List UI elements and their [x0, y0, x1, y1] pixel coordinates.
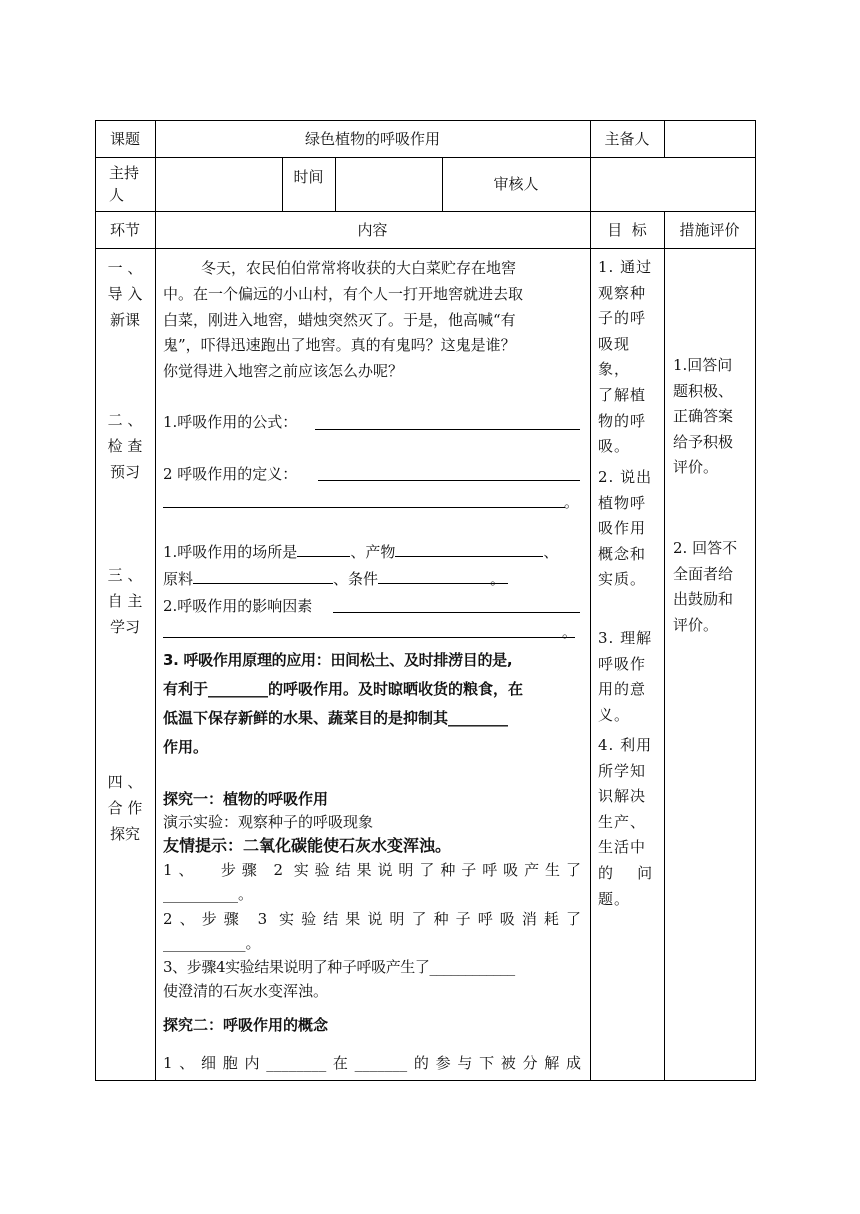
explore-item-2: 2、步骤 3 实验结果说明了种子呼吸消耗了 ___________。	[163, 910, 581, 952]
col-content-header: 内容	[357, 220, 388, 239]
time-value	[335, 157, 442, 211]
stage-4: 四 、 合 作 探究	[107, 773, 143, 843]
material-blank	[193, 567, 333, 584]
explore-item-1: 1、 步骤 2 实验结果说明了种子呼吸产生了 __________。	[163, 861, 581, 903]
demo-experiment: 演示实验：观察种子的呼吸现象	[163, 813, 374, 831]
col-eval-header: 措施评价	[679, 220, 740, 239]
application-paragraph: 3. 呼吸作用原理的应用：田间松土、及时排涝目的是, 有利于________的呼吸作用。及时晾晒收货的粮食，在 低温下保存新鲜的水果、蔬菜目的是抑制其________ 作用。	[163, 651, 524, 756]
topic-value: 绿色植物的呼吸作用	[304, 129, 440, 148]
goal-3: 3. 理解 呼吸作 用的意 义。	[598, 629, 653, 724]
definition-blank-2	[163, 507, 565, 508]
condition-blank: 。	[378, 567, 508, 584]
goal-4: 4. 利用 所学知 识解决 生产、 生活中 的 问 题。	[598, 736, 654, 908]
preparer-label: 主备人	[604, 129, 650, 148]
factors-blank-2	[163, 637, 575, 638]
question-site: 1.呼吸作用的场所是 、产物 、	[163, 540, 581, 564]
factors-period: 。	[562, 623, 578, 641]
formula-blank	[315, 429, 580, 430]
reviewer-value	[590, 157, 755, 211]
question-material: 原料 、条件 。	[163, 567, 581, 591]
explore-1-title: 探究一：植物的呼吸作用	[163, 790, 329, 808]
explore-item-3: 3、步骤4实验结果说明了种子呼吸产生了____________ 使澄清的石灰水变浑浊。	[163, 958, 515, 1000]
definition-period: 。	[564, 493, 580, 511]
question-formula: 1.呼吸作用的公式：	[163, 413, 298, 431]
goal-2: 2. 说出 植物呼 吸作用 概念和 实质。	[598, 468, 653, 589]
definition-blank-1	[318, 480, 580, 481]
topic-label: 课题	[109, 129, 140, 148]
stage-3: 三 、 自 主 学习	[107, 566, 143, 636]
stage-2: 二 、 检 查 预习	[107, 411, 143, 481]
evaluation-2: 2. 回答不 全面者给 出鼓励和 评价。	[673, 539, 738, 634]
time-label: 时间	[293, 168, 324, 186]
evaluation-1: 1.回答问 题积极、 正确答案 给予积极 评价。	[673, 356, 734, 477]
concept-item-1: 1、细胞内________在_______的参与下被分解成	[163, 1054, 581, 1072]
intro-paragraph: 冬天，农民伯伯常常将收获的大白菜贮存在地窖 中。在一个偏远的小山村，有个人一打开地窖就进去取 白菜，刚进入地窖，蜡烛突然灭了。于是，他高喊“有 鬼”，吓得迅速跑出了地窖。真的有鬼吗？这鬼是谁？ 你觉得进入地窖之前应该怎么办呢？	[163, 259, 524, 381]
host-value	[155, 157, 282, 211]
friendly-tip: 友情提示：二氧化碳能使石灰水变浑浊。	[163, 836, 452, 855]
col-stage-header: 环节	[109, 220, 140, 239]
host-label: 主持人	[109, 164, 140, 204]
col-goal-header: 目 标	[607, 220, 647, 239]
site-blank	[297, 540, 350, 557]
question-factors: 2.呼吸作用的影响因素	[163, 597, 313, 615]
reviewer-label: 审核人	[493, 175, 539, 193]
factors-blank-1	[333, 612, 580, 613]
goal-1: 1. 通过 观察种 子的呼 吸现象， 了解植 物的呼 吸。	[598, 258, 653, 456]
stage-1: 一 、 导 入 新课	[107, 259, 143, 329]
preparer-value	[664, 120, 755, 157]
product-blank	[395, 540, 543, 557]
question-definition: 2 呼吸作用的定义：	[163, 465, 298, 483]
explore-2-title: 探究二：呼吸作用的概念	[163, 1016, 329, 1034]
